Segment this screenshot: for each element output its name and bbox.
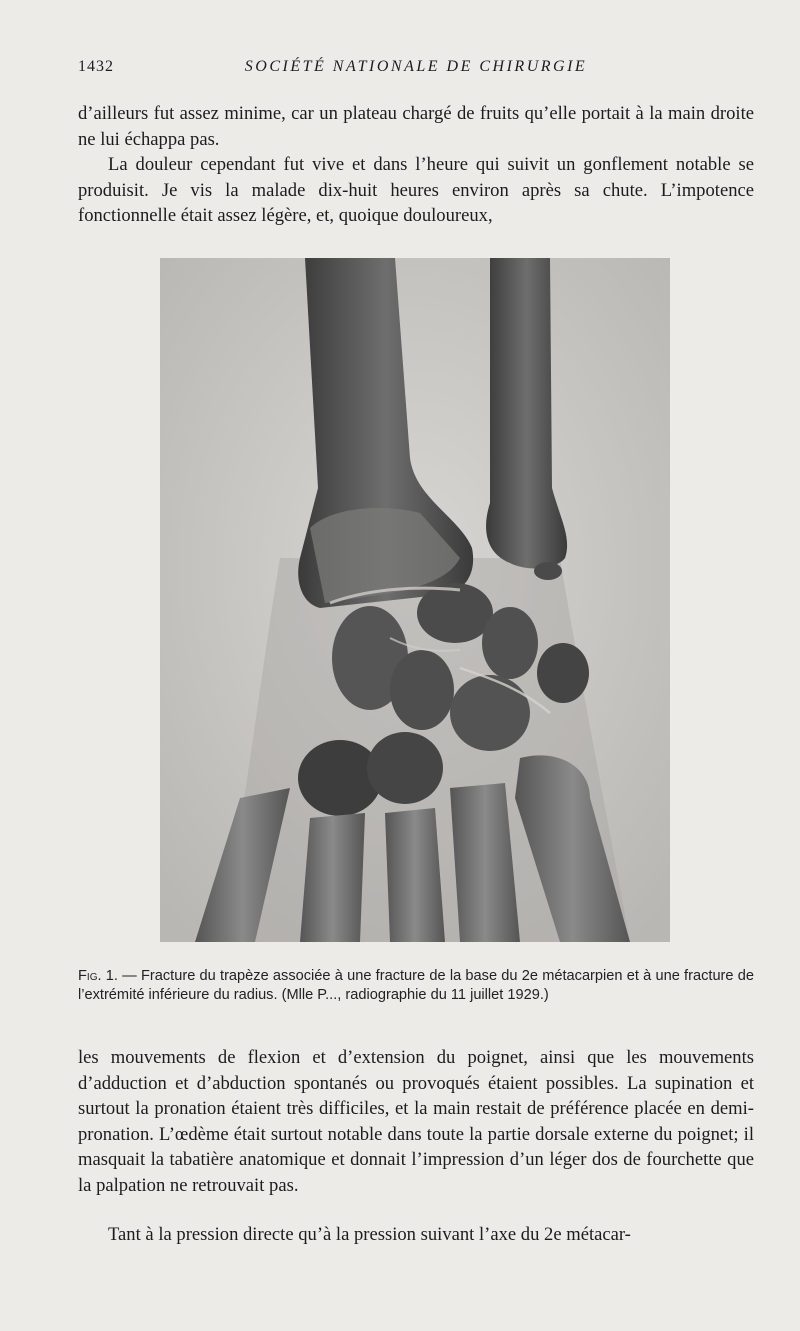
wrist-xray-image [160, 258, 670, 942]
figure-label: Fig. 1. [78, 968, 118, 984]
wrist-radiograph-figure [160, 258, 670, 942]
running-head [78, 58, 754, 82]
paragraph-2: La douleur cependant fut vive et dans l’heure qui suivit un gonflement notable se produisit. Je vis la malade dix-huit heures environ après sa chute. L’impotence fonctionnelle était assez légère, et, quoique douloureux, [78, 154, 754, 226]
page-number: 1432 [78, 58, 114, 75]
paragraph-4: Tant à la pression directe qu’à la pression suivant l’axe du 2e métacar- [108, 1224, 631, 1245]
journal-title: SOCIÉTÉ NATIONALE DE CHIRURGIE [244, 58, 588, 75]
paragraph-1: d’ailleurs fut assez minime, car un plateau chargé de fruits qu’elle portait à la main droite ne lui échappa pas. [78, 103, 754, 150]
figure-caption [78, 967, 754, 1004]
paragraph-3: les mouvements de flexion et d’extension du poignet, ainsi que les mouvements d’adduction et d’abduction spontanés ou provoqués étaient possibles. La supination et surtout la pronation étaient très difficiles, et la main restait de préférence placée en demi-pronation. L’œdème était surtout notable dans toute la partie dorsale externe du poignet; il masquait la tabatière anatomique et donnait l’impression d’un léger dos de fourchette que la palpation ne retrouvait pas. [78, 1047, 754, 1196]
figure-caption-text: — Fracture du trapèze associée à une fracture de la base du 2e métacarpien et à une fracture de l’extrémité inférieure du radius. (Mlle P..., radiographie du 11 juillet 1929.) [78, 968, 754, 1003]
